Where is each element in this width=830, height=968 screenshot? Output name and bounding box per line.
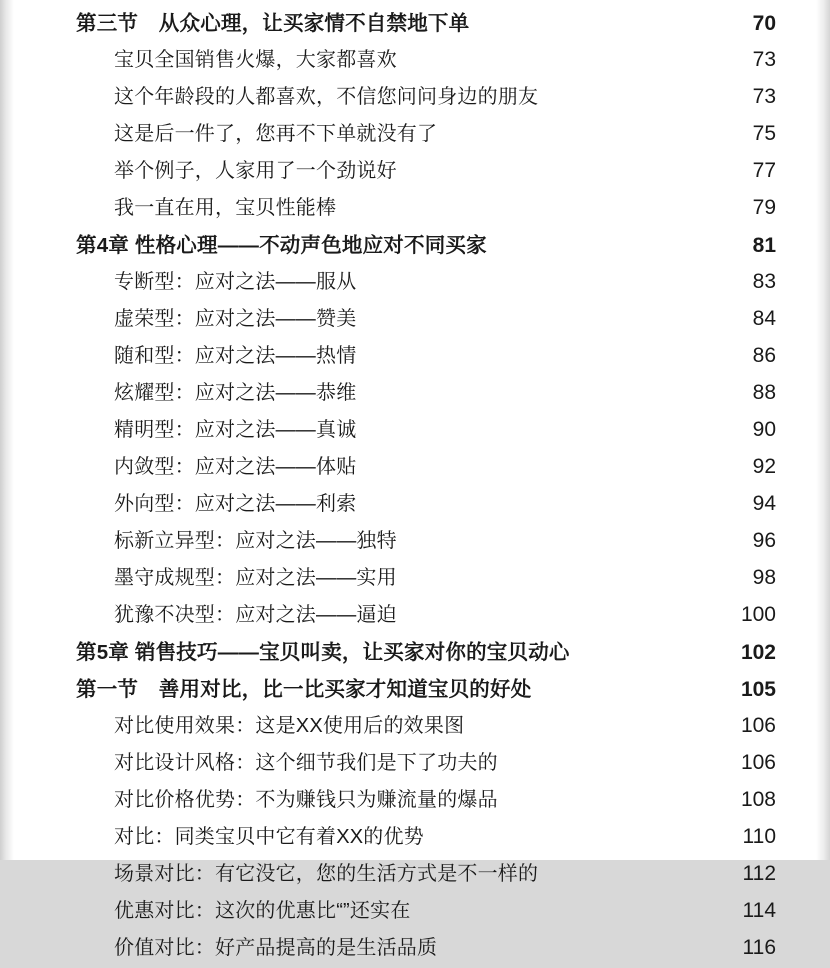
toc-entry-page-number: 96: [752, 529, 776, 552]
toc-entry-label: 第4章 性格心理——不动声色地应对不同买家: [76, 234, 487, 257]
toc-entry-page-number: 105: [740, 678, 776, 701]
toc-entry-page-number: 114: [742, 899, 776, 922]
toc-entry[interactable]: [0, 43, 830, 80]
toc-entry-page-number: 102: [740, 641, 776, 664]
toc-entry-page-number: 81: [752, 234, 776, 257]
toc-entry[interactable]: [0, 709, 830, 746]
toc-entry-label: 对比价格优势：不为赚钱只为赚流量的爆品: [114, 789, 498, 811]
toc-entry-page-number: 77: [752, 159, 776, 182]
toc-entry-label: 对比使用效果：这是XX使用后的效果图: [114, 715, 465, 737]
toc-entry-page-number: 79: [752, 196, 776, 219]
toc-entry-label: 随和型：应对之法——热情: [114, 345, 357, 367]
toc-entry-page-number: 88: [752, 381, 776, 404]
toc-entry-page-number: 86: [752, 344, 776, 367]
toc-entry-label: 精明型：应对之法——真诚: [114, 419, 357, 441]
toc-entry-page-number: 92: [752, 455, 776, 478]
toc-entry-page-number: 73: [752, 48, 776, 71]
toc-entry[interactable]: [0, 487, 830, 524]
toc-entry-label: 炫耀型：应对之法——恭维: [114, 382, 357, 404]
toc-entry-label: 我一直在用，宝贝性能棒: [114, 197, 337, 219]
toc-entry-label: 第一节 善用对比，比一比买家才知道宝贝的好处: [76, 678, 532, 701]
toc-entry-label: 对比：同类宝贝中它有着XX的优势: [114, 826, 424, 848]
toc-entry[interactable]: [0, 672, 830, 709]
toc-entry-page-number: 70: [752, 12, 776, 35]
toc-entry-page-number: 84: [752, 307, 776, 330]
toc-entry-label: 标新立异型：应对之法——独特: [114, 530, 397, 552]
toc-entry[interactable]: [0, 450, 830, 487]
toc-entry-page-number: 94: [752, 492, 776, 515]
toc-entry[interactable]: [0, 931, 830, 968]
toc-entry-label: 虚荣型：应对之法——赞美: [114, 308, 357, 330]
toc-entry-label: 专断型：应对之法——服从: [114, 271, 357, 293]
toc-entry[interactable]: [0, 154, 830, 191]
toc-entry-label: 对比设计风格：这个细节我们是下了功夫的: [114, 752, 498, 774]
toc-entry-page-number: 83: [752, 270, 776, 293]
toc-entry-page-number: 116: [742, 936, 776, 959]
toc-entry[interactable]: [0, 820, 830, 857]
toc-entry[interactable]: [0, 746, 830, 783]
toc-entry-label: 举个例子，人家用了一个劲说好: [114, 160, 397, 182]
toc-entry-label: 价值对比：好产品提高的是生活品质: [114, 937, 438, 959]
toc-entry[interactable]: [0, 857, 830, 894]
toc-entry-label: 第三节 从众心理，让买家情不自禁地下单: [76, 12, 470, 35]
toc-entry-page-number: 106: [740, 714, 776, 737]
toc-entry-label: 墨守成规型：应对之法——实用: [114, 567, 397, 589]
toc-entry[interactable]: [0, 413, 830, 450]
toc-entry-page-number: 90: [752, 418, 776, 441]
toc-entry-page-number: 100: [740, 603, 776, 626]
toc-entry[interactable]: [0, 598, 830, 635]
toc-entry-label: 这是后一件了，您再不下单就没有了: [114, 123, 438, 145]
toc-entry-page-number: 75: [752, 122, 776, 145]
toc-entry[interactable]: [0, 228, 830, 265]
toc-entry-page-number: 106: [740, 751, 776, 774]
toc-entry[interactable]: [0, 376, 830, 413]
toc-entry[interactable]: [0, 6, 830, 43]
toc-entry-page-number: 108: [740, 788, 776, 811]
toc-entry-label: 外向型：应对之法——利索: [114, 493, 357, 515]
toc-entry-label: 场景对比：有它没它，您的生活方式是不一样的: [114, 863, 539, 885]
toc-entry-page-number: 73: [752, 85, 776, 108]
toc-entry[interactable]: [0, 524, 830, 561]
toc-entry[interactable]: [0, 561, 830, 598]
toc-entry[interactable]: [0, 117, 830, 154]
toc-entry[interactable]: [0, 783, 830, 820]
toc-entry-label: 优惠对比：这次的优惠比“”还实在: [114, 900, 411, 922]
toc-entry[interactable]: [0, 80, 830, 117]
toc-entry-label: 第5章 销售技巧——宝贝叫卖，让买家对你的宝贝动心: [76, 641, 570, 664]
toc-entry-page-number: 112: [742, 862, 776, 885]
toc-entry-label: 这个年龄段的人都喜欢，不信您问问身边的朋友: [114, 86, 539, 108]
toc-entry[interactable]: [0, 191, 830, 228]
toc-entry[interactable]: [0, 265, 830, 302]
toc-entry[interactable]: [0, 894, 830, 931]
toc-entry[interactable]: [0, 339, 830, 376]
toc-entry-page-number: 98: [752, 566, 776, 589]
toc-entry-label: 宝贝全国销售火爆，大家都喜欢: [114, 49, 397, 71]
toc-entry-page-number: 110: [742, 825, 776, 848]
toc-entry[interactable]: [0, 302, 830, 339]
toc-entry-label: 犹豫不决型：应对之法——逼迫: [114, 604, 397, 626]
toc-entry[interactable]: [0, 635, 830, 672]
toc-entry-label: 内敛型：应对之法——体贴: [114, 456, 357, 478]
